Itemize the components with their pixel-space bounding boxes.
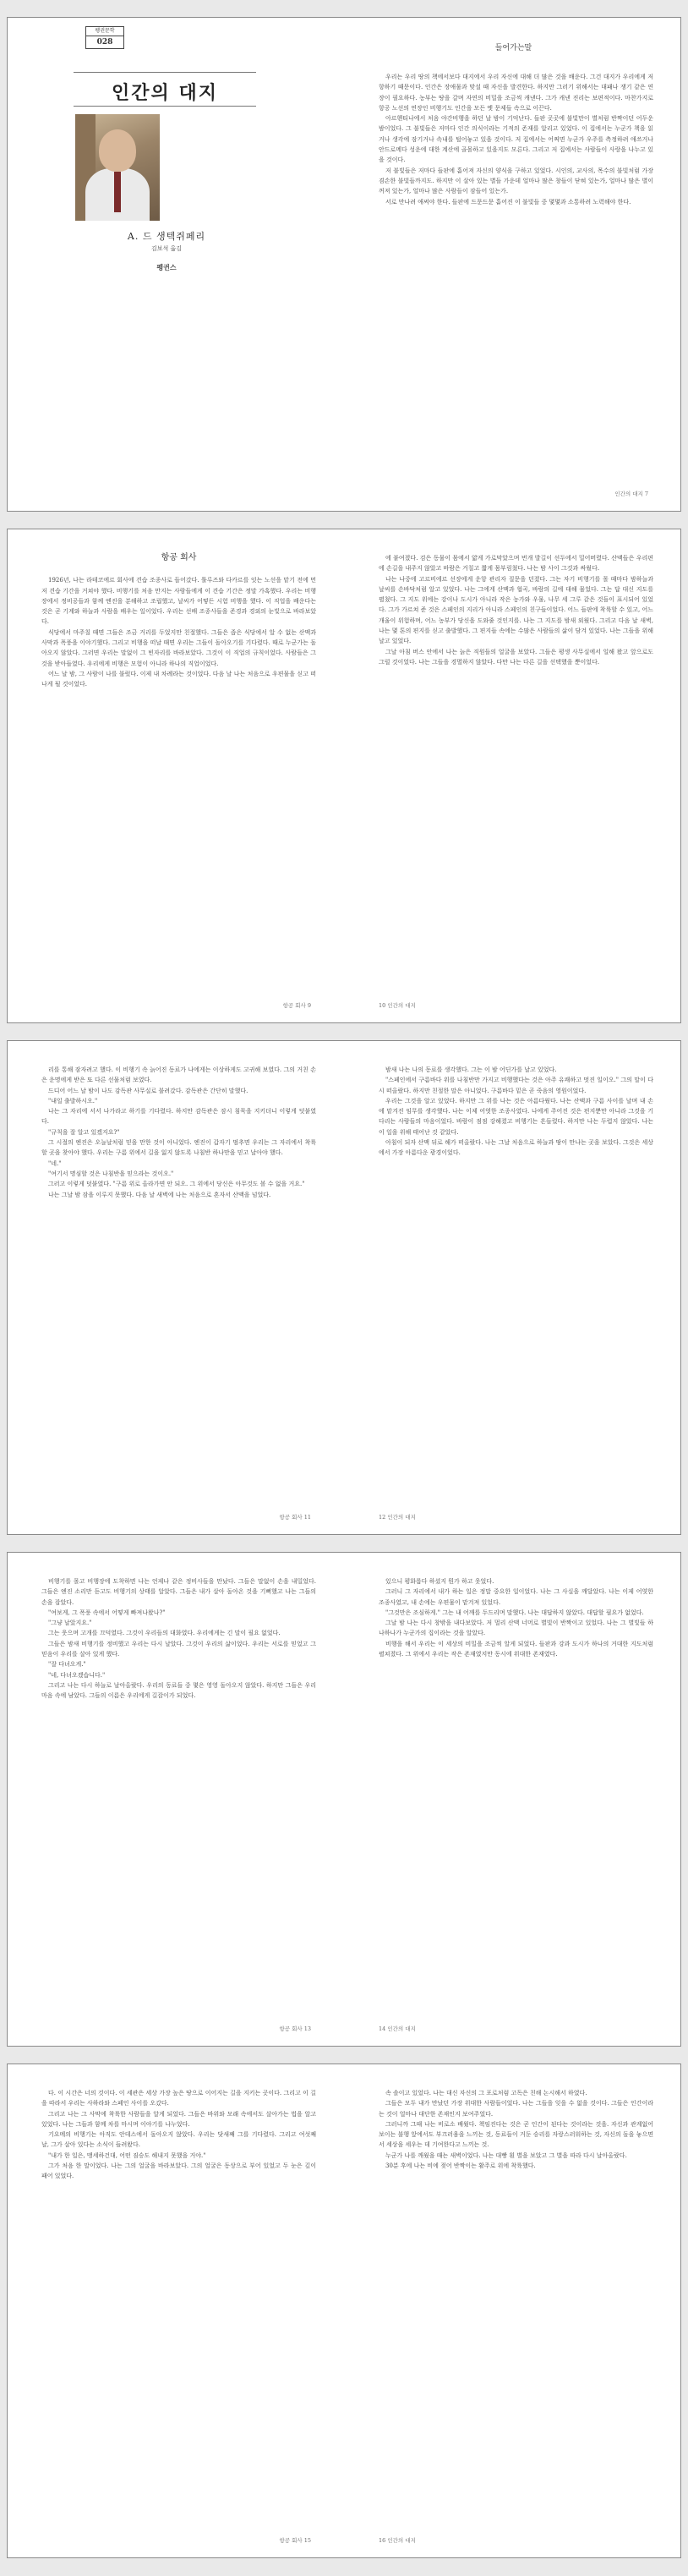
publisher-logo: 펭귄스 [156, 263, 177, 271]
intro-heading: 들어가는말 [494, 44, 532, 52]
page-footer: 10 인간의 대지 [379, 1002, 416, 1009]
series-badge [85, 26, 124, 49]
author-name: A. 드 생텍쥐페리 [127, 231, 206, 242]
paragraph: 밤새 나는 나의 동료를 생각했다. 그는 이 밤 어딘가를 날고 있었다. [385, 1066, 557, 1073]
paragraph: 아르헨티나에서 처음 야간비행을 하던 날 밤이 기억난다. 들판 곳곳에 불빛만이 별처럼 반짝이던 어두운 밤이었다. 그 불빛들은 저마다 인간 의식이라는 기적의 존재를 알리고 있었다. 이 집에서는 누군가 책을 읽거나 생각에 잠기거나 속내를 털어놓고 있을 것이다. 저 집에서는 어쩌면 누군가 우주를 측정하려 애쓰거나 안드로메다 성운에 대한 계산에 골몰하고 있을지도 모른다. 그리고 저 집에서는 사람들이 사랑을 나누고 있을 것이다. [379, 115, 653, 164]
title-rule-bottom [74, 106, 256, 107]
page-body [41, 1576, 316, 1702]
paragraph: "여기서 명심할 것은 나침반을 믿으라는 것이오." [48, 1170, 174, 1177]
page-footer: 12 인간의 대지 [379, 1514, 416, 1521]
page-footer: 항공 회사 13 [279, 2025, 311, 2032]
paragraph: "네, 다녀오겠습니다." [48, 1671, 106, 1679]
page-footer: 항공 회사 11 [279, 1514, 311, 1521]
paragraph: 다. 이 시간은 너의 것이다. 이 세관은 세상 가장 높은 땅으로 이어지는 길을 지키는 곳이다. 그리고 이 길을 따라서 우리는 사하라와 스페인 사이를 오갔다. [41, 2090, 316, 2107]
paragraph: 그날 밤 나는 다시 창밖을 내다보았다. 저 멀리 산맥 너머로 별빛이 반짝이고 있었다. 나는 그 별빛들 하나하나가 누군가의 집이라는 것을 알았다. [379, 1620, 653, 1637]
page-right [345, 1553, 682, 2046]
paragraph: "그것만은 조심하게." 그는 내 어깨를 두드리며 말했다. 나는 대답하지 않았다. 대답할 필요가 없었다. [385, 1609, 644, 1616]
paragraph: 1926년, 나는 라테코에르 회사에 견습 조종사로 들어갔다. 툴루즈와 다카르를 잇는 노선을 맡기 전에 먼저 견습 기간을 거쳐야 했다. 비행기를 처음 만지는 사람들에게 이 견습 기간은 정말 가혹했다. 우리는 비행장에서 정비공들과 함께 엔진을 분해하고 조립했고, 날씨가 어떻든 시험 비행을 했다. 이 직업을 배운다는 것은 곧 기계와 하늘과 사람을 배우는 일이었다. 우리는 선배 조종사들을 존경과 경외의 눈빛으로 바라보았다. [41, 577, 316, 626]
page-footer: 16 인간의 대지 [379, 2537, 416, 2544]
paragraph: 그들은 밤새 비행기를 정비했고 우리는 다시 날았다. 그것이 우리의 삶이었다. 우리는 서로를 믿었고 그 믿음이 우리를 살아 있게 했다. [41, 1640, 316, 1658]
paragraph: 그러니까 그때 나는 비로소 배웠다. 책임진다는 것은 곧 인간이 된다는 것이라는 것을. 자신과 관계없어 보이는 불행 앞에서도 부끄러움을 느끼는 것, 동료들이 거둔 승리를 자랑스러워하는 것, 자신의 돌을 놓으면서 세상을 세우는 데 기여한다고 느끼는 것. [379, 2120, 653, 2149]
paragraph: "내가 한 일은, 맹세하건대, 어떤 짐승도 해내지 못했을 거야." [48, 2151, 206, 2159]
paragraph: 식당에서 마주칠 때면 그들은 조금 거리를 두었지만 친절했다. 그들은 좁은 식당에서 알 수 없는 산맥과 사막과 폭풍을 이야기했다. 그리고 비행을 떠날 때면 우리는 그들이 돌아오기를 기다렸다. 때로 누군가는 돌아오지 않았다. 그러면 우리는 말없이 그 빈자리를 바라보았다. 그것이 이 직업의 규칙이었다. 사람들은 그것을 받아들였다. 우리에게 비행은 모험이 아니라 하나의 직업이었다. [41, 628, 316, 667]
intro-body [379, 72, 653, 207]
paragraph: 그 시절의 엔진은 오늘날처럼 믿을 만한 것이 아니었다. 엔진이 갑자기 멈추면 우리는 그 자리에서 착륙할 곳을 찾아야 했다. 우리는 구름 위에서 길을 잃지 않도록 나침반 하나만을 믿고 날아야 했다. [41, 1139, 316, 1157]
paragraph: 있으니 평화롭다 하셨지 뭔가 하고 웃었다. [385, 1578, 494, 1585]
paragraph: 리를 통해 잠자려고 했다. 이 비행기 속 늙어진 동료가 나에게는 이상하게도 고귀해 보였다. 그의 거친 손은 운명에게 받은 또 다른 선물처럼 보였다. [41, 1066, 316, 1084]
paragraph: 30분 후에 나는 비에 젖어 반짝이는 활주로 위에 착륙했다. [385, 2162, 536, 2170]
paragraph: 그날 아침 버스 안에서 나는 늙은 직원들의 얼굴을 보았다. 그들은 평생 사무실에서 일해 왔고 앞으로도 그럴 것이었다. 나는 그들을 경멸하지 않았다. 다만 나는 다른 길을 선택했을 뿐이었다. [379, 648, 653, 666]
page-left [8, 1553, 345, 2046]
paragraph: 그리고 나는 다시 하늘로 날아올랐다. 우리의 동료들 중 몇은 영영 돌아오지 않았다. 하지만 그들은 우리 마음 속에 남았다. 그들의 이름은 우리에게 길잡이가 되었다. [41, 1681, 316, 1700]
page-footer: 항공 회사 9 [282, 1002, 311, 1009]
series-number: 028 [86, 36, 123, 48]
paragraph: "잘 다녀오게." [48, 1661, 86, 1669]
page-left [8, 2064, 345, 2557]
translator-name: 김보석 옮김 [150, 245, 183, 252]
paragraph: 그는 웃으며 고개를 끄덕였다. 그것이 우리들의 대화였다. 우리에게는 긴 말이 필요 없었다. [48, 1630, 281, 1637]
paragraph: 아침이 되자 산맥 뒤로 해가 떠올랐다. 나는 그날 처음으로 하늘과 땅이 만나는 곳을 보았다. 그것은 세상에서 가장 아름다운 광경이었다. [379, 1139, 653, 1157]
page-footer: 14 인간의 대지 [379, 2025, 416, 2032]
page-body [379, 1576, 653, 1659]
page-body [41, 553, 316, 690]
title-rule-top [74, 72, 256, 73]
page-right [345, 1041, 682, 1534]
paragraph: "네." [48, 1159, 62, 1167]
paragraph: 나는 그날 밤 잠을 이루지 못했다. 다음 날 새벽에 나는 처음으로 혼자서 산맥을 넘었다. [48, 1191, 271, 1198]
spread-1 [7, 17, 681, 512]
paragraph: 비행기를 몰고 비행장에 도착하면 나는 언제나 같은 정비사들을 만났다. 그들은 말없이 손을 내밀었다. 그들은 엔진 소리만 듣고도 비행기의 상태를 알았다. 그들은 내가 살아 돌아온 것을 기뻐했고 나는 그들의 손을 잡았다. [41, 1578, 316, 1606]
paragraph: "내일 출발하시오." [48, 1097, 98, 1104]
paragraph: 비행을 해서 우리는 이 세상의 비밀을 조금씩 알게 되었다. 들판과 강과 도시가 하나의 거대한 지도처럼 펼쳐졌다. 그 위에서 우리는 작은 존재였지만 동시에 위대한 존재였다. [379, 1640, 653, 1658]
page-left [8, 529, 345, 1022]
page-body [379, 553, 653, 667]
paragraph: 그러니 그 자리에서 내가 하는 일은 정말 중요한 일이었다. 나는 그 사실을 깨달았다. 나는 이제 어엿한 조종사였고, 내 손에는 우편물이 맡겨져 있었다. [379, 1588, 653, 1606]
spread-3 [7, 1040, 681, 1535]
series-label: 펭귄문학 [95, 28, 115, 34]
paragraph: 그리고 나는 그 사막에 착륙한 사람들을 알게 되었다. 그들은 바위와 모래 속에서도 살아가는 법을 알고 있었다. 나는 그들과 함께 차를 마시며 이야기를 나누었다. [41, 2110, 316, 2128]
spread-2 [7, 529, 681, 1023]
paragraph: 저 불빛들은 저마다 들판에 흩어져 자신의 양식을 구하고 있었다. 시인의, 교사의, 목수의 불빛처럼 가장 겸손한 불빛들까지도. 하지만 이 살아 있는 별들 가운데 얼마나 많은 창들이 닫혀 있는가, 얼마나 많은 별이 꺼져 있는가, 얼마나 많은 사람들이 잠들어 있는가. [379, 167, 653, 195]
page-body [41, 1065, 316, 1200]
page-footer: 인간의 대지 7 [614, 491, 648, 497]
spread-4 [7, 1552, 681, 2047]
author-photo [75, 114, 160, 221]
paragraph: 그가 처음 한 말이었다. 나는 그의 얼굴을 바라보았다. 그의 얼굴은 동상으로 부어 있었고 두 눈은 깊이 패어 있었다. [41, 2162, 316, 2180]
chapter-heading: 항공 회사 [161, 553, 197, 562]
page-right [345, 2064, 682, 2557]
paragraph: "여보게, 그 폭풍 속에서 어떻게 빠져나왔나?" [48, 1609, 166, 1616]
paragraph: 기요메의 비행기는 아직도 안데스에서 돌아오지 않았다. 우리는 닷새째 그를 기다렸다. 그리고 여섯째 날, 그가 살아 있다는 소식이 들려왔다. [41, 2131, 316, 2149]
paragraph: 우리는 그것을 알고 있었다. 하지만 그 위를 나는 것은 아름다웠다. 나는 산맥과 구름 사이를 날며 내 손에 맡겨진 임무를 생각했다. 나는 이제 어엿한 조종사였다. 나에게 주어진 것은 편지뿐만 아니라 그것을 기다리는 사람들의 마음이었다. 바람이 점점 강해졌고 비행기는 흔들렸다. 하지만 나는 두렵지 않았다. 나는 이 일을 위해 태어난 것 같았다. [379, 1097, 653, 1136]
page-left [8, 1041, 345, 1534]
paragraph: 속 솔이고 있었다. 나는 대신 자신의 그 포로처럼 고독은 친해 논시해서 하였다. [385, 2090, 587, 2096]
page-body [41, 2088, 316, 2182]
paragraph: 드디어 어느 날 밤이 나도 감독관 사무실로 불려갔다. 감독관은 간단히 말했다. [48, 1087, 248, 1094]
paragraph: 서로 만나려 애써야 한다. 들판에 드문드문 흩어진 이 불빛들 중 몇몇과 소통하려 노력해야 한다. [385, 198, 631, 206]
page-body [379, 1065, 653, 1159]
paragraph: 나는 그 자리에 서서 나가라고 하기를 기다렸다. 하지만 감독관은 잠시 침묵을 지키더니 이렇게 덧붙였다. [41, 1108, 316, 1126]
paragraph: 그러고 이렇게 덧붙였다. "구름 위로 올라가면 안 되오. 그 위에서 당신은 아무것도 볼 수 없을 거요." [48, 1181, 305, 1188]
paragraph: 우리는 우리 땅의 책에서보다 대지에서 우리 자신에 대해 더 많은 것을 배운다. 그건 대지가 우리에게 저항하기 때문이다. 인간은 장애물과 맞설 때 자신을 발견한다. 하지만 그러기 위해서는 대패나 쟁기 같은 연장이 필요하다. 농부는 땅을 갈며 자연의 비밀을 조금씩 캐낸다. 그가 캐낸 진리는 보편적이다. 마찬가지로 항공 노선의 연장인 비행기도 인간을 모든 옛 문제들 속으로 이끈다. [379, 74, 653, 112]
paragraph: 어느 날 밤, 그 사람이 나를 불렀다. 이제 내 차례라는 것이었다. 다음 날 나는 처음으로 우편물을 싣고 떠나게 될 것이었다. [41, 670, 316, 688]
page-footer: 항공 회사 15 [279, 2537, 311, 2544]
paragraph: 누군가 나를 깨웠을 때는 새벽이었다. 나는 대빵 흰 별을 보았고 그 별을 따라 다시 날아올랐다. [385, 2151, 627, 2159]
spread-5 [7, 2064, 681, 2558]
page-body [379, 2088, 653, 2171]
paragraph: 나는 나중에 고르비에르 선장에게 운항 관리자 질문을 던졌다. 그는 자기 비행기를 몰 때마다 밤하늘과 날씨를 손바닥처럼 알고 있었다. 나는 그에게 산맥과 협곡, 바람의 길에 대해 물었다. 그는 답 대신 지도를 펼쳤다. 그 지도 위에는 강이나 도시가 아니라 작은 농가와 우물, 나무 세 그루 같은 것들이 표시되어 있었다. 그가 가르쳐 준 것은 스페인의 지리가 아니라 스페인의 친구들이었다. 어느 들판에 착륙할 수 있고, 어느 개울이 위험하며, 어느 농부가 당신을 도와줄 것인지를. 나는 그 지도를 밤새 외웠다. 그리고 다음 날 새벽, 나는 몇 톤의 편지를 싣고 출발했다. 그 편지들 속에는 수많은 사람들의 삶이 담겨 있었다. 나는 그들을 위해 날고 있었다. [379, 575, 653, 645]
book-title: 인간의 대지 [112, 82, 218, 104]
paragraph: "규칙을 잘 알고 있겠지요?" [48, 1128, 120, 1136]
page-right [345, 529, 682, 1022]
intro-page [345, 18, 682, 511]
paragraph: 그들은 모두 내가 만났던 가장 위대한 사람들이었다. 나는 그들을 잊을 수 없을 것이다. 그들은 인간이라는 것이 얼마나 대단한 존재인지 보여주었다. [379, 2100, 653, 2118]
paragraph: 에 붙여졌다. 검은 동물이 몸에서 얇게 가로막았으며 번개 발길이 선두에서 밀어버렸다. 산맥들은 우리편에 손길을 내주지 않았고 바람은 거칠고 짧게 몸부림쳤다. 나는 밤 사이 그것과 싸웠다. [379, 555, 653, 573]
cover-page [8, 18, 345, 511]
paragraph: "그냥 날았지요." [48, 1620, 92, 1627]
paragraph: "스페인에서 구름바다 위를 나침반만 가지고 비행했다는 것은 아주 유쾌하고 멋진 일이오." 그의 말이 다시 떠올랐다. 하지만 친절한 말은 아니었다. 구름바다 밑은 곧 죽음의 영원이었다. [379, 1077, 653, 1094]
